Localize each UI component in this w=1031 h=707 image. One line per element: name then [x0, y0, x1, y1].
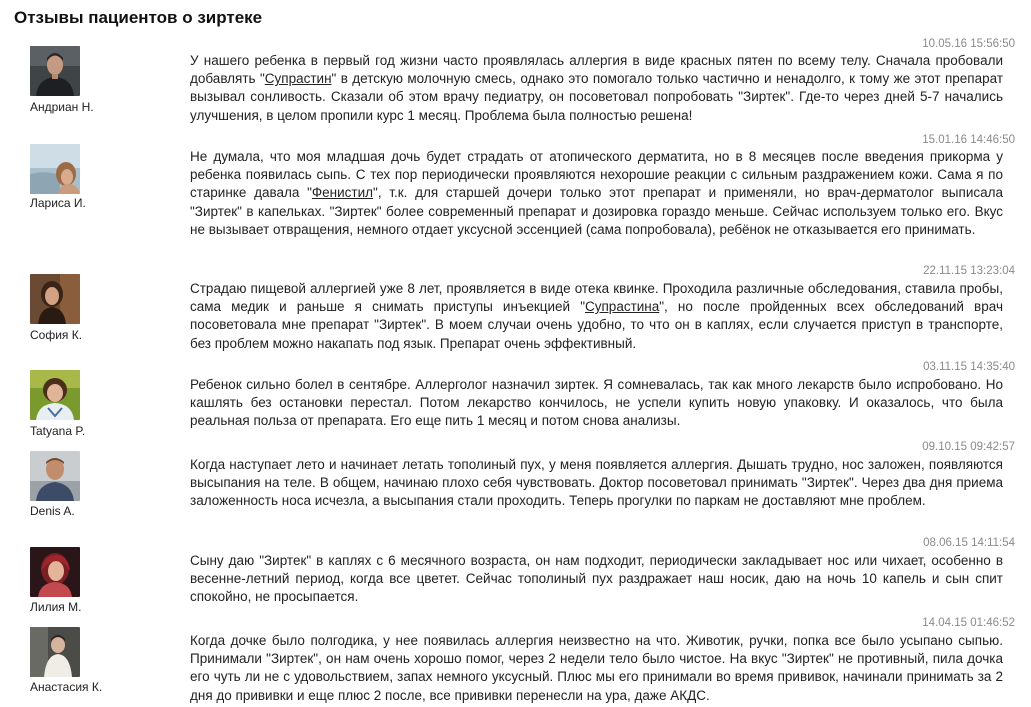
avatar	[30, 46, 80, 96]
review-author: Tatyana P.	[30, 424, 86, 438]
review-text: Сыну даю "Зиртек" в каплях с 6 месячного возраста, он нам подходит, периодически закладывает нос или чихает, особенно в весенне-летний период, когда все цветет. Сейчас тополиный пух раздражает наш носик, даю на ночь 10 капель и сын спит спокойно, не просыпается.	[190, 553, 1003, 605]
review-text: Страдаю пищевой аллергией уже 8 лет, проявляется в виде отека квинке. Проходила различные обследования, ставила пробы, сама медик и раньше я снимать приступы инъекцией "Супрастина", но после пройденных всех обследований врач посоветовала мне препарат "Зиртек". В моем случаи очень удобно, то что он в каплях, если случается приступ в транспорте, без проблем можно накапать под язык. Препарат очень эффективный.	[190, 281, 1003, 351]
review-text: Когда дочке было полгодика, у нее появилась аллергия неизвестно на что. Животик, ручки, попка все было усыпано сыпью. Принимали "Зиртек", он нам очень хорошо помог, через 2 недели тело было чистое. На вкус "Зиртек" не противный, пила дочка его чуть ли не с удовольствием, запах немного уксусный. Плюс мы его принимали во время прививок, начинали принимать за 2 дня до прививки и еще плюс 2 после, все прививки перенесли на ура, даже АКДС.	[190, 633, 1003, 703]
avatar	[30, 451, 80, 501]
avatar	[30, 144, 80, 194]
avatar	[30, 627, 80, 677]
review-author: Лилия М.	[30, 600, 82, 614]
drug-link[interactable]: Фенистил	[311, 185, 374, 201]
avatar-photo	[30, 370, 80, 420]
review-date: 09.10.15 09:42:57	[922, 441, 1015, 453]
review-author: Лариса И.	[30, 196, 86, 210]
page-title: Отзывы пациентов о зиртеке	[14, 8, 263, 27]
review-date: 08.06.15 14:11:54	[923, 537, 1015, 549]
avatar-photo	[30, 547, 80, 597]
avatar	[30, 370, 80, 420]
avatar-photo	[30, 144, 80, 194]
review-author: Анастасия К.	[30, 680, 103, 694]
review-date: 22.11.15 13:23:04	[923, 265, 1015, 277]
review-author: Андриан Н.	[30, 100, 94, 114]
avatar-photo	[30, 274, 80, 324]
review-date: 10.05.16 15:56:50	[922, 38, 1015, 50]
drug-link[interactable]: Супрастина	[585, 299, 660, 315]
review-author: София К.	[30, 328, 83, 342]
review-text: Ребенок сильно болел в сентябре. Аллерголог назначил зиртек. Я сомневалась, так как много лекарств было испробовано. Но кашлять без остановки перестал. Потом лекарство кончилось, не успели купить новую упаковку. И оказалось, что была реальная польза от препарата. Его еще пить 1 месяц и потом снова анализы.	[190, 377, 1003, 429]
review-date: 03.11.15 14:35:40	[923, 361, 1015, 373]
review-text: У нашего ребенка в первый год жизни часто проявлялась аллергия в виде красных пятен по всему телу. Сначала пробовали добавлять "Супрастин" в детскую молочную смесь, однако это помогало только частично и ненадолго, к тому же этот препарат вызывал сонливость. Сказали об этом врачу педиатру, он посоветовал попробовать "Зиртек". Где-то через дней 5-7 начались улучшения, в целом пропили курс 1 месяц. Проблема была полностью решена!	[190, 53, 1003, 123]
avatar-photo	[30, 46, 80, 96]
review-text: Не думала, что моя младшая дочь будет страдать от атопического дерматита, но в 8 месяцев после введения прикорма у ребенка появилась сыпь. С тех пор периодически проявляются нехорошие реакции с сильным раздражением кожи. Сама я по старинке давала "Фенистил", т.к. для старшей дочери только этот препарат и применяли, но врач-дерматолог выписала "Зиртек" в капельках. "Зиртек" более современный препарат и дозировка гораздо меньше. Сейчас используем только его. Вкус не вызывает отвращения, немного отдает уксусной эссенцией (сама попробовала), ребёнок не отказывается его принимать.	[190, 149, 1004, 237]
drug-link[interactable]: Супрастин	[264, 71, 332, 87]
review-author: Denis A.	[30, 504, 75, 518]
avatar	[30, 274, 80, 324]
review-date: 15.01.16 14:46:50	[922, 134, 1015, 146]
review-date: 14.04.15 01:46:52	[922, 617, 1015, 629]
review-text: Когда наступает лето и начинает летать тополиный пух, у меня появляется аллергия. Дышать трудно, нос заложен, появляются высыпания на теле. В общем, начинаю плохо себя чувствовать. Доктор посоветовал принимать "Зиртек". Через два дня приема заложенность носа исчезла, а высыпания стали проходить. Теперь прогулки по паркам не доставляют мне проблем.	[190, 457, 1003, 509]
avatar-photo	[30, 627, 80, 677]
avatar	[30, 547, 80, 597]
avatar-photo	[30, 451, 80, 501]
